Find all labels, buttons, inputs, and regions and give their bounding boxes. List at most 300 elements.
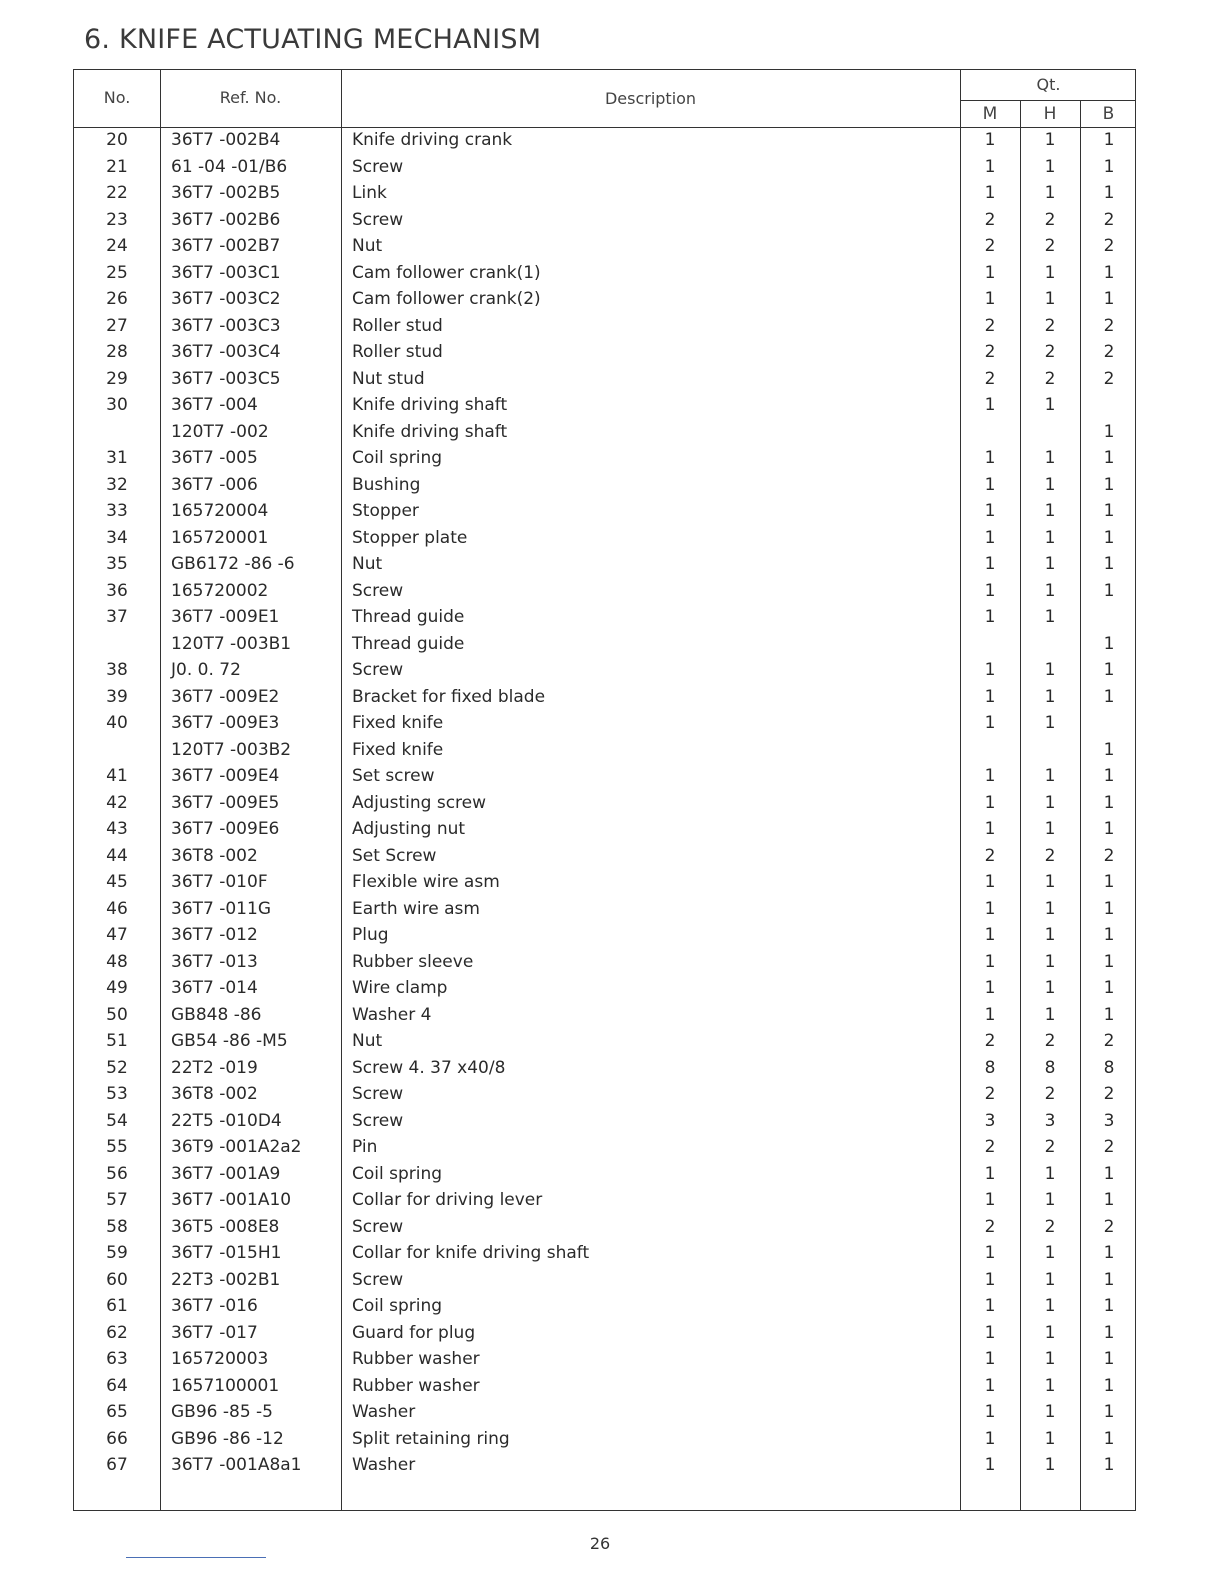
cell-no: 54 — [106, 1110, 128, 1131]
cell-no: 38 — [106, 660, 128, 680]
table-row — [74, 632, 1135, 658]
cell-qty-m: 1 — [984, 262, 996, 283]
cell-description: Roller stud — [352, 342, 443, 362]
table-row — [74, 208, 1135, 234]
cell-qty-h: 1 — [1044, 607, 1056, 627]
cell-description: Rubber washer — [352, 1375, 480, 1396]
cell-no: 27 — [106, 315, 128, 336]
cell-no: 41 — [106, 766, 128, 786]
cell-qty-b: 2 — [1103, 1137, 1115, 1157]
header-ref-no: Ref. No. — [219, 88, 282, 107]
cell-qty-b: 8 — [1103, 1057, 1115, 1078]
cell-qty-h: 1 — [1044, 1375, 1056, 1396]
cell-qty-b: 1 — [1103, 1349, 1115, 1369]
cell-ref-no: 120T7 -003B2 — [171, 739, 292, 760]
cell-ref-no: 1657100001 — [171, 1375, 280, 1396]
cell-qty-b: 1 — [1103, 898, 1115, 919]
cell-description: Screw — [352, 1216, 404, 1237]
cell-no: 40 — [106, 713, 128, 733]
cell-qty-h: 1 — [1044, 130, 1056, 150]
cell-ref-no: 36T7 -009E3 — [171, 713, 280, 733]
table-row — [74, 1215, 1135, 1241]
cell-no: 62 — [106, 1322, 128, 1343]
table-row — [74, 791, 1135, 817]
table-row — [74, 526, 1135, 552]
cell-no: 25 — [106, 262, 128, 283]
cell-qty-m: 1 — [984, 1428, 996, 1449]
cell-description: Coil spring — [352, 1163, 443, 1184]
cell-ref-no: 36T7 -003C1 — [171, 262, 281, 283]
cell-description: Washer — [352, 1402, 416, 1422]
table-row — [74, 685, 1135, 711]
cell-no: 32 — [106, 474, 128, 495]
cell-qty-m: 2 — [984, 1084, 996, 1104]
cell-description: Link — [352, 183, 387, 203]
cell-description: Coil spring — [352, 448, 443, 468]
cell-qty-m: 1 — [984, 1243, 996, 1263]
cell-qty-b: 1 — [1103, 978, 1115, 998]
cell-description: Screw — [352, 660, 404, 680]
cell-no: 22 — [106, 183, 128, 203]
table-row — [74, 552, 1135, 578]
table-row — [74, 579, 1135, 605]
cell-ref-no: GB96 -85 -5 — [171, 1402, 273, 1422]
header-qty-h: H — [1043, 104, 1057, 124]
cell-qty-m: 1 — [984, 156, 996, 177]
cell-qty-m: 1 — [984, 395, 996, 415]
cell-qty-m: 1 — [984, 819, 996, 839]
cell-no: 60 — [106, 1269, 128, 1290]
cell-qty-b: 1 — [1103, 1163, 1115, 1184]
cell-no: 35 — [106, 554, 128, 574]
cell-no: 46 — [106, 898, 128, 919]
cell-qty-h: 1 — [1044, 474, 1056, 495]
cell-qty-m: 1 — [984, 448, 996, 468]
cell-qty-m: 1 — [984, 898, 996, 919]
table-row — [74, 1294, 1135, 1320]
table-row — [74, 1347, 1135, 1373]
table-row — [74, 1082, 1135, 1108]
cell-qty-m: 2 — [984, 342, 996, 362]
table-row — [74, 1188, 1135, 1214]
cell-qty-h: 3 — [1044, 1110, 1056, 1131]
cell-no: 24 — [106, 236, 128, 256]
cell-ref-no: 36T7 -011G — [171, 898, 271, 919]
cell-ref-no: GB848 -86 — [171, 1004, 262, 1025]
cell-qty-b: 1 — [1103, 792, 1115, 813]
cell-ref-no: 36T7 -002B7 — [171, 236, 281, 256]
cell-qty-b: 1 — [1103, 1190, 1115, 1210]
cell-no: 65 — [106, 1402, 128, 1422]
cell-qty-b: 1 — [1103, 1322, 1115, 1343]
cell-no: 57 — [106, 1190, 128, 1210]
table-row — [74, 1321, 1135, 1347]
cell-qty-h: 1 — [1044, 686, 1056, 707]
table-row — [74, 605, 1135, 631]
cell-qty-b: 2 — [1103, 1216, 1115, 1237]
cell-description: Knife driving shaft — [352, 395, 508, 415]
cell-qty-h: 1 — [1044, 819, 1056, 839]
table-row — [74, 393, 1135, 419]
cell-qty-m: 1 — [984, 1004, 996, 1025]
cell-qty-h: 1 — [1044, 262, 1056, 283]
cell-description: Collar for knife driving shaft — [352, 1243, 590, 1263]
cell-qty-m: 2 — [984, 845, 996, 866]
cell-description: Screw 4. 37 x40/8 — [352, 1057, 506, 1078]
cell-ref-no: 36T7 -009E1 — [171, 607, 280, 627]
cell-qty-h: 2 — [1044, 236, 1056, 256]
cell-description: Screw — [352, 156, 404, 177]
cell-no: 33 — [106, 501, 128, 521]
table-row — [74, 817, 1135, 843]
table-row — [74, 420, 1135, 446]
cell-qty-b: 2 — [1103, 315, 1115, 336]
cell-no: 61 — [106, 1296, 128, 1316]
cell-description: Wire clamp — [352, 978, 448, 998]
cell-qty-m: 1 — [984, 1322, 996, 1343]
cell-qty-h: 1 — [1044, 1296, 1056, 1316]
cell-qty-h: 2 — [1044, 368, 1056, 389]
cell-ref-no: 36T7 -009E2 — [171, 686, 280, 707]
table-row — [74, 1029, 1135, 1055]
cell-qty-m: 1 — [984, 1375, 996, 1396]
cell-ref-no: 36T8 -002 — [171, 845, 258, 866]
table-row — [74, 1400, 1135, 1426]
cell-no: 64 — [106, 1375, 128, 1396]
cell-qty-m: 1 — [984, 660, 996, 680]
cell-qty-m: 1 — [984, 978, 996, 998]
cell-qty-b: 1 — [1103, 1455, 1115, 1475]
cell-qty-b: 1 — [1103, 1004, 1115, 1025]
cell-qty-b: 2 — [1103, 1084, 1115, 1104]
cell-qty-h: 1 — [1044, 183, 1056, 203]
cell-qty-m: 2 — [984, 1216, 996, 1237]
cell-qty-h: 1 — [1044, 1455, 1056, 1475]
cell-ref-no: 120T7 -003B1 — [171, 633, 292, 654]
cell-ref-no: 36T7 -009E4 — [171, 766, 280, 786]
cell-description: Coil spring — [352, 1296, 443, 1316]
cell-description: Collar for driving lever — [352, 1190, 543, 1210]
cell-ref-no: 36T7 -001A10 — [171, 1190, 292, 1210]
table-row — [74, 844, 1135, 870]
cell-qty-h: 2 — [1044, 1216, 1056, 1237]
header-description: Description — [604, 89, 697, 108]
cell-ref-no: 36T7 -002B5 — [171, 183, 281, 203]
table-row — [74, 1241, 1135, 1267]
cell-description: Flexible wire asm — [352, 872, 500, 892]
cell-description: Bushing — [352, 474, 421, 495]
cell-qty-m: 1 — [984, 1455, 996, 1475]
cell-qty-h: 1 — [1044, 527, 1056, 548]
cell-qty-h: 2 — [1044, 1031, 1056, 1051]
table-row — [74, 1162, 1135, 1188]
cell-ref-no: 36T7 -003C4 — [171, 342, 281, 362]
cell-qty-b: 1 — [1103, 183, 1115, 203]
cell-qty-m: 1 — [984, 1296, 996, 1316]
cell-description: Nut — [352, 236, 383, 256]
cell-ref-no: 36T7 -005 — [171, 448, 258, 468]
cell-qty-m: 1 — [984, 130, 996, 150]
cell-qty-h: 2 — [1044, 845, 1056, 866]
cell-qty-m: 2 — [984, 1031, 996, 1051]
cell-qty-b: 1 — [1103, 872, 1115, 892]
table-row — [74, 155, 1135, 181]
cell-qty-h: 8 — [1044, 1057, 1056, 1078]
table-row — [74, 1453, 1135, 1479]
table-row — [74, 950, 1135, 976]
cell-qty-h: 1 — [1044, 1428, 1056, 1449]
cell-description: Rubber washer — [352, 1349, 480, 1369]
table-row — [74, 897, 1135, 923]
cell-description: Guard for plug — [352, 1322, 476, 1343]
cell-ref-no: 36T7 -013 — [171, 951, 258, 972]
cell-ref-no: 36T7 -017 — [171, 1322, 258, 1343]
cell-no: 52 — [106, 1057, 128, 1078]
cell-ref-no: 36T7 -006 — [171, 474, 258, 495]
cell-description: Thread guide — [352, 633, 465, 654]
cell-description: Earth wire asm — [352, 898, 480, 919]
cell-ref-no: 36T7 -002B4 — [171, 130, 281, 150]
cell-description: Cam follower crank(1) — [352, 262, 541, 283]
cell-qty-h: 1 — [1044, 872, 1056, 892]
cell-qty-h: 1 — [1044, 1269, 1056, 1290]
table-row — [74, 711, 1135, 737]
cell-qty-h: 1 — [1044, 925, 1056, 945]
table-row — [74, 738, 1135, 764]
cell-ref-no: 22T3 -002B1 — [171, 1269, 281, 1290]
cell-qty-b: 1 — [1103, 819, 1115, 839]
table-row — [74, 340, 1135, 366]
cell-ref-no: J0. 0. 72 — [171, 660, 241, 680]
cell-no: 48 — [106, 951, 128, 972]
cell-ref-no: 36T7 -014 — [171, 978, 258, 998]
cell-qty-m: 1 — [984, 1190, 996, 1210]
cell-ref-no: 36T7 -002B6 — [171, 209, 281, 230]
table-row — [74, 764, 1135, 790]
cell-description: Nut — [352, 554, 383, 574]
cell-qty-b: 1 — [1103, 925, 1115, 945]
cell-no: 34 — [106, 527, 128, 548]
cell-description: Screw — [352, 1110, 404, 1131]
cell-ref-no: 36T7 -009E6 — [171, 819, 280, 839]
cell-qty-b: 1 — [1103, 1243, 1115, 1263]
cell-qty-b: 1 — [1103, 527, 1115, 548]
cell-qty-m: 1 — [984, 501, 996, 521]
cell-ref-no: GB6172 -86 -6 — [171, 554, 295, 574]
cell-description: Screw — [352, 209, 404, 230]
cell-description: Screw — [352, 580, 404, 601]
cell-ref-no: 61 -04 -01/B6 — [171, 156, 288, 177]
cell-no: 29 — [106, 368, 128, 389]
cell-description: Nut — [352, 1031, 383, 1051]
cell-no: 44 — [106, 845, 128, 866]
cell-qty-m: 1 — [984, 951, 996, 972]
cell-ref-no: 120T7 -002 — [171, 421, 269, 442]
cell-qty-b: 1 — [1103, 1428, 1115, 1449]
cell-qty-m: 1 — [984, 554, 996, 574]
cell-description: Split retaining ring — [352, 1428, 510, 1449]
cell-qty-b: 1 — [1103, 474, 1115, 495]
cell-qty-m: 1 — [984, 474, 996, 495]
cell-qty-b: 3 — [1103, 1110, 1115, 1131]
cell-no: 26 — [106, 289, 128, 309]
cell-qty-m: 2 — [984, 236, 996, 256]
cell-qty-h: 2 — [1044, 1084, 1056, 1104]
cell-no: 39 — [106, 686, 128, 707]
cell-qty-m: 1 — [984, 872, 996, 892]
table-row — [74, 923, 1135, 949]
cell-qty-h: 1 — [1044, 1163, 1056, 1184]
cell-qty-h: 1 — [1044, 978, 1056, 998]
cell-qty-b: 1 — [1103, 766, 1115, 786]
cell-qty-b: 1 — [1103, 686, 1115, 707]
cell-ref-no: 36T7 -004 — [171, 395, 258, 415]
cell-ref-no: 36T5 -008E8 — [171, 1216, 280, 1237]
cell-qty-h: 1 — [1044, 554, 1056, 574]
cell-description: Fixed knife — [352, 739, 444, 760]
cell-no: 36 — [106, 580, 128, 601]
cell-qty-m: 2 — [984, 315, 996, 336]
table-row — [74, 1109, 1135, 1135]
cell-description: Screw — [352, 1269, 404, 1290]
cell-qty-h: 1 — [1044, 898, 1056, 919]
cell-ref-no: 36T7 -015H1 — [171, 1243, 282, 1263]
header-divider — [960, 100, 1135, 101]
cell-qty-m: 1 — [984, 792, 996, 813]
header-qty: Qt. — [1036, 75, 1061, 94]
cell-no: 31 — [106, 448, 128, 468]
cell-qty-b: 2 — [1103, 236, 1115, 256]
table-row — [74, 1427, 1135, 1453]
cell-no: 63 — [106, 1349, 128, 1369]
cell-qty-m: 1 — [984, 766, 996, 786]
cell-qty-h: 1 — [1044, 951, 1056, 972]
cell-ref-no: 165720003 — [171, 1349, 269, 1369]
cell-qty-b: 1 — [1103, 262, 1115, 283]
cell-description: Roller stud — [352, 315, 443, 336]
cell-description: Washer — [352, 1455, 416, 1475]
parts-table — [73, 69, 1136, 1511]
table-row — [74, 314, 1135, 340]
table-row — [74, 870, 1135, 896]
cell-qty-b: 1 — [1103, 554, 1115, 574]
cell-ref-no: 165720001 — [171, 527, 269, 548]
cell-qty-h: 1 — [1044, 156, 1056, 177]
table-row — [74, 234, 1135, 260]
cell-qty-b: 1 — [1103, 580, 1115, 601]
cell-qty-m: 1 — [984, 1349, 996, 1369]
header-qty-b: B — [1102, 104, 1115, 124]
table-row — [74, 1003, 1135, 1029]
cell-description: Set Screw — [352, 845, 437, 866]
cell-no: 50 — [106, 1004, 128, 1025]
cell-qty-h: 1 — [1044, 766, 1056, 786]
cell-no: 37 — [106, 607, 128, 627]
cell-qty-m: 1 — [984, 580, 996, 601]
cell-qty-h: 1 — [1044, 1190, 1056, 1210]
cell-qty-b: 1 — [1103, 1402, 1115, 1422]
table-row — [74, 287, 1135, 313]
table-row — [74, 128, 1135, 154]
cell-no: 20 — [106, 130, 128, 150]
cell-qty-b: 1 — [1103, 448, 1115, 468]
cell-no: 49 — [106, 978, 128, 998]
cell-qty-h: 1 — [1044, 713, 1056, 733]
cell-qty-b: 1 — [1103, 130, 1115, 150]
cell-no: 56 — [106, 1163, 128, 1184]
cell-description: Cam follower crank(2) — [352, 289, 541, 309]
cell-qty-h: 1 — [1044, 1402, 1056, 1422]
cell-no: 53 — [106, 1084, 128, 1104]
table-row — [74, 976, 1135, 1002]
cell-no: 21 — [106, 156, 128, 177]
cell-qty-b: 1 — [1103, 501, 1115, 521]
footer-rule — [126, 1557, 266, 1558]
cell-ref-no: 36T7 -009E5 — [171, 792, 280, 813]
header-no: No. — [103, 88, 131, 107]
cell-qty-m: 1 — [984, 1402, 996, 1422]
cell-ref-no: GB96 -86 -12 — [171, 1428, 284, 1449]
cell-description: Stopper — [352, 501, 419, 521]
cell-qty-h: 2 — [1044, 315, 1056, 336]
header-qty-m: M — [982, 104, 998, 124]
cell-description: Thread guide — [352, 607, 465, 627]
page-title: 6. KNIFE ACTUATING MECHANISM — [84, 24, 542, 55]
cell-description: Stopper plate — [352, 527, 468, 548]
cell-qty-m: 1 — [984, 1269, 996, 1290]
table-row — [74, 1056, 1135, 1082]
cell-ref-no: 36T7 -003C3 — [171, 315, 281, 336]
cell-qty-b: 2 — [1103, 368, 1115, 389]
cell-ref-no: 22T2 -019 — [171, 1057, 258, 1078]
cell-no: 43 — [106, 819, 128, 839]
cell-qty-m: 1 — [984, 289, 996, 309]
cell-qty-b: 1 — [1103, 1375, 1115, 1396]
cell-description: Set screw — [352, 766, 435, 786]
cell-qty-h: 1 — [1044, 660, 1056, 680]
cell-qty-h: 1 — [1044, 1243, 1056, 1263]
cell-no: 23 — [106, 209, 128, 230]
cell-qty-h: 1 — [1044, 501, 1056, 521]
cell-ref-no: 36T7 -001A8a1 — [171, 1455, 302, 1475]
cell-qty-h: 1 — [1044, 1004, 1056, 1025]
cell-qty-m: 2 — [984, 1137, 996, 1157]
cell-qty-m: 1 — [984, 686, 996, 707]
cell-qty-h: 1 — [1044, 448, 1056, 468]
cell-no: 28 — [106, 342, 128, 362]
cell-qty-b: 1 — [1103, 633, 1115, 654]
cell-description: Washer 4 — [352, 1004, 432, 1025]
cell-ref-no: 22T5 -010D4 — [171, 1110, 282, 1131]
cell-qty-b: 1 — [1103, 1296, 1115, 1316]
table-row — [74, 367, 1135, 393]
cell-qty-m: 1 — [984, 527, 996, 548]
cell-qty-m: 2 — [984, 368, 996, 389]
cell-qty-h: 2 — [1044, 342, 1056, 362]
cell-ref-no: 36T7 -016 — [171, 1296, 258, 1316]
cell-no: 30 — [106, 395, 128, 415]
cell-description: Fixed knife — [352, 713, 444, 733]
cell-no: 47 — [106, 925, 128, 945]
cell-ref-no: 36T7 -010F — [171, 872, 268, 892]
cell-description: Adjusting nut — [352, 819, 466, 839]
cell-qty-b: 2 — [1103, 845, 1115, 866]
cell-no: 45 — [106, 872, 128, 892]
cell-description: Plug — [352, 925, 389, 945]
cell-ref-no: 36T8 -002 — [171, 1084, 258, 1104]
table-row — [74, 1374, 1135, 1400]
cell-description: Adjusting screw — [352, 792, 487, 813]
